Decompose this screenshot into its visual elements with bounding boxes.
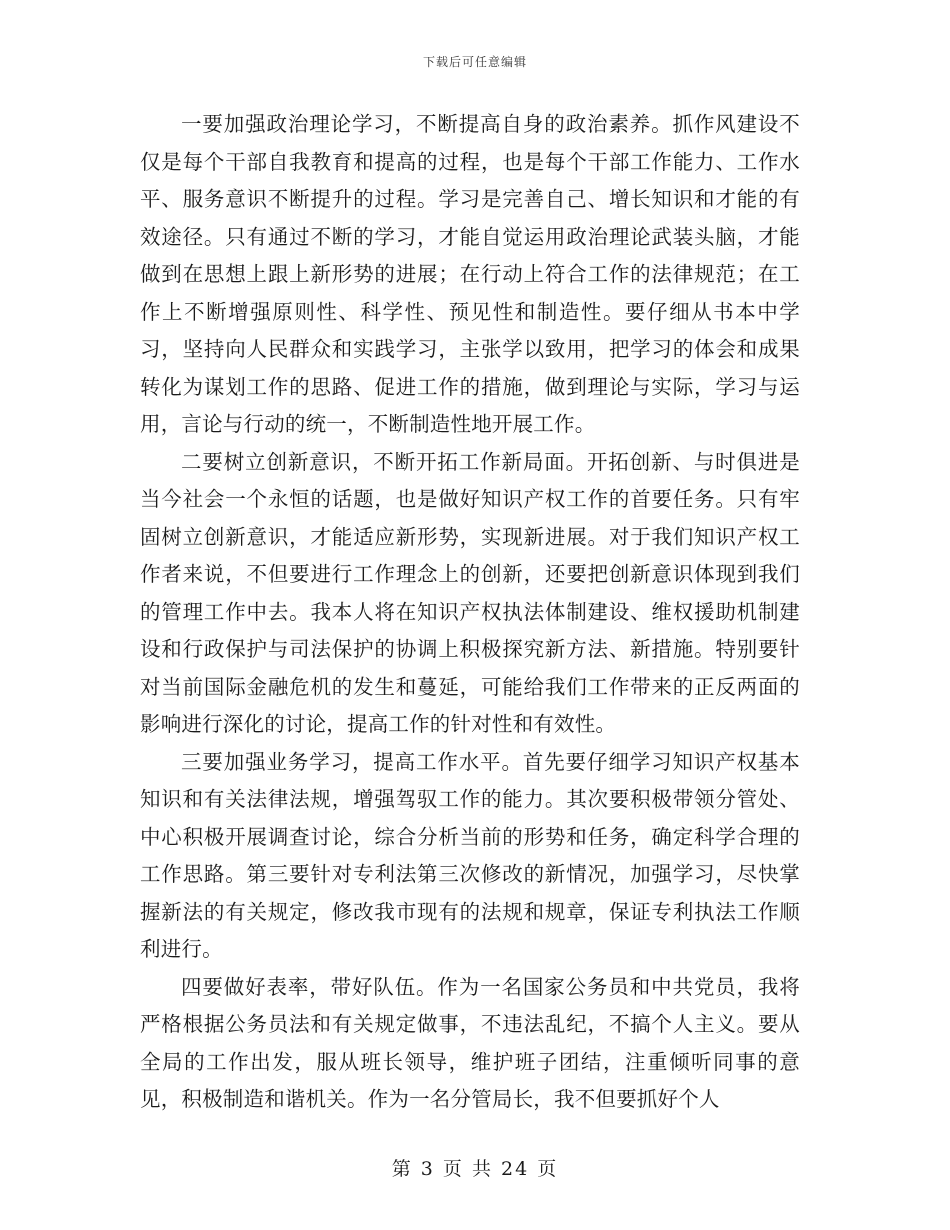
page-number: 第 3 页 共 24 页 [391, 1158, 559, 1180]
paragraph-3: 三要加强业务学习，提高工作水平。首先要仔细学习知识产权基本知识和有关法律法规，增强驾驭工作的能力。其次要积极带领分管处、中心积极开展调查讨论，综合分析当前的形势和任务，确定科学合理的工作思路。第三要针对专利法第三次修改的新情况，加强学习，尽快掌握新法的有关规定，修改我市现有的法规和规章，保证专利执法工作顺利进行。 [140, 749, 800, 961]
document-body [140, 106, 800, 1119]
page-header-note: 下载后可任意编辑 [422, 55, 527, 69]
paragraph-4: 四要做好表率，带好队伍。作为一名国家公务员和中共党员，我将严格根据公务员法和有关规定做事，不违法乱纪，不搞个人主义。要从全局的工作出发，服从班长领导，维护班子团结，注重倾听同事的意见，积极制造和谐机关。作为一名分管局长，我不但要抓好个人 [140, 974, 800, 1111]
paragraph-1: 一要加强政治理论学习，不断提高自身的政治素养。抓作风建设不仅是每个干部自我教育和提高的过程，也是每个干部工作能力、工作水平、服务意识不断提升的过程。学习是完善自己、增长知识和才能的有效途径。只有通过不断的学习，才能自觉运用政治理论武装头脑，才能做到在思想上跟上新形势的进展；在行动上符合工作的法律规范；在工作上不断增强原则性、科学性、预见性和制造性。要仔细从书本中学习，坚持向人民群众和实践学习，主张学以致用，把学习的体会和成果转化为谋划工作的思路、促进工作的措施，做到理论与实际，学习与运用，言论与行动的统一，不断制造性地开展工作。 [140, 112, 800, 436]
paragraph-2: 二要树立创新意识，不断开拓工作新局面。开拓创新、与时俱进是当今社会一个永恒的话题，也是做好知识产权工作的首要任务。只有牢固树立创新意识，才能适应新形势，实现新进展。对于我们知识产权工作者来说，不但要进行工作理念上的创新，还要把创新意识体现到我们的管理工作中去。我本人将在知识产权执法体制建设、维权援助机制建设和行政保护与司法保护的协调上积极探究新方法、新措施。特别要针对当前国际金融危机的发生和蔓延，可能给我们工作带来的正反两面的影响进行深化的讨论，提高工作的针对性和有效性。 [140, 449, 800, 736]
